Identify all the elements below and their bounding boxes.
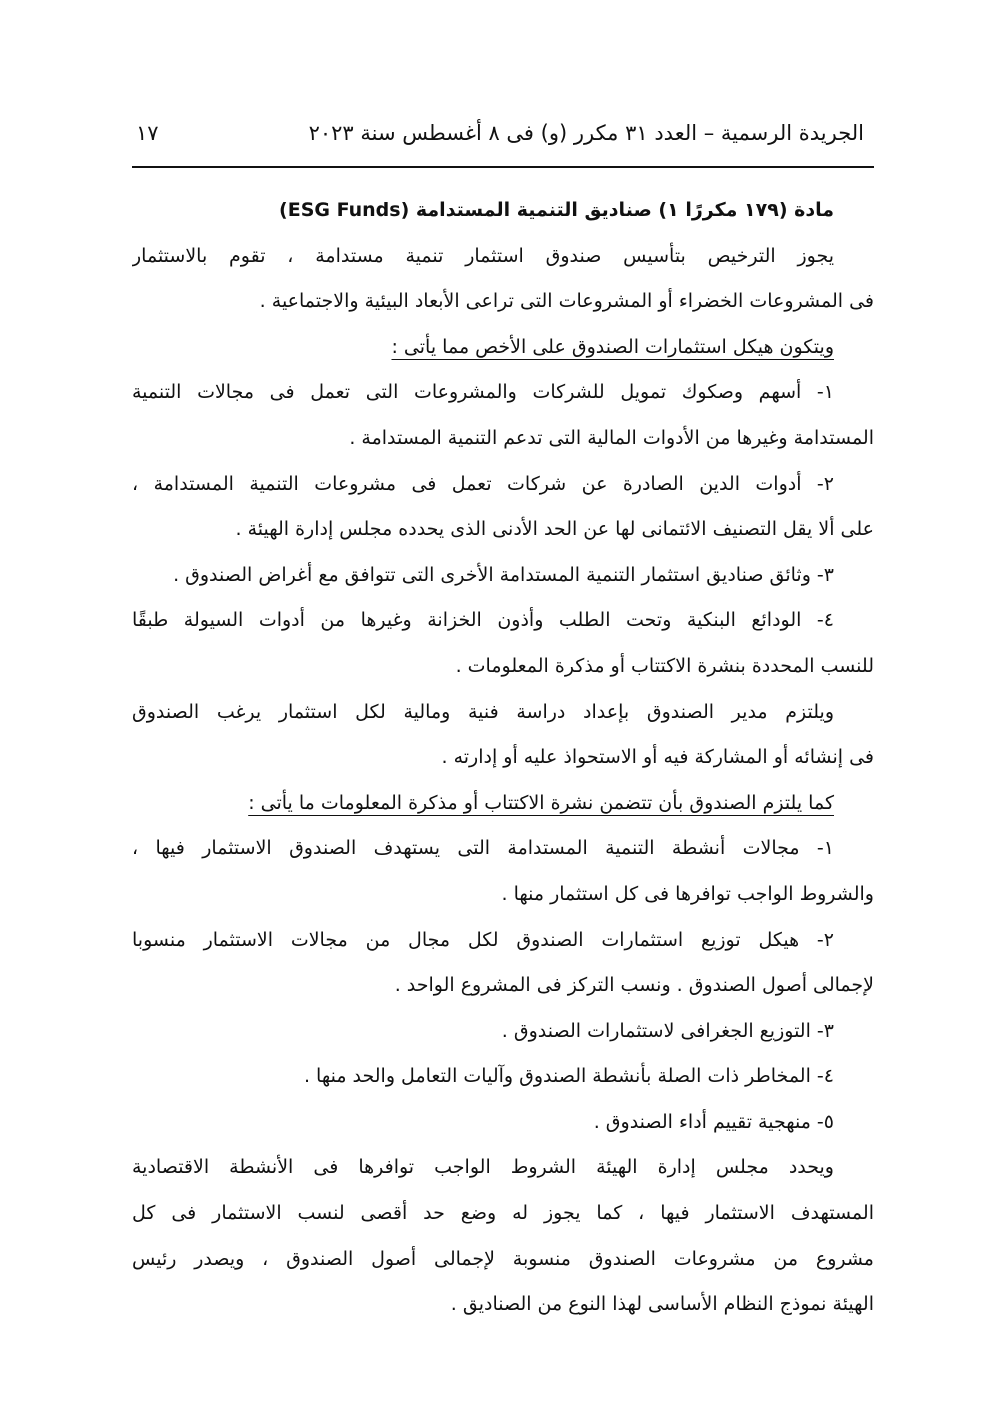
text-line-15: ١- مجالات أنشطة التنمية المستدامة التى يستهدف الصندوق الاستثمار فيها ، — [132, 837, 834, 860]
page-number: ١٧ — [136, 121, 159, 145]
gazette-title: الجريدة الرسمية – العدد ٣١ مكرر (و) فى ٨ أغسطس سنة ٢٠٢٣ — [308, 121, 864, 145]
text-line-23: المستهدف الاستثمار فيها ، كما يجوز له وضع حد أقصى لنسب الاستثمار فى كل — [132, 1202, 874, 1225]
text-line-21: ٥- منهجية تقييم أداء الصندوق . — [593, 1110, 834, 1133]
text-line-10: ٤- الودائع البنكية وتحت الطلب وأذون الخزانة وغيرها من أدوات السيولة طبقًا — [132, 609, 834, 632]
text-line-20: ٤- المخاطر ذات الصلة بأنشطة الصندوق وآليات التعامل والحد منها . — [303, 1065, 834, 1088]
text-line-16: والشروط الواجب توافرها فى كل استثمار منها . — [501, 882, 874, 905]
text-line-22: ويحدد مجلس إدارة الهيئة الشروط الواجب توافرها فى الأنشطة الاقتصادية — [132, 1156, 834, 1179]
page-header — [132, 118, 874, 152]
text-line-3: فى المشروعات الخضراء أو المشروعات التى تراعى الأبعاد البيئية والاجتماعية . — [259, 290, 874, 313]
header-divider — [132, 166, 874, 168]
underlined-text: ويتكون هيكل استثمارات الصندوق على الأخص مما يأتى : — [391, 335, 834, 358]
document-body — [132, 188, 874, 1328]
text-line-5: ١- أسهم وصكوك تمويل للشركات والمشروعات التى تعمل فى مجالات التنمية — [132, 381, 834, 404]
text-line-9: ٣- وثائق صناديق استثمار التنمية المستدامة الأخرى التى تتوافق مع أغراض الصندوق . — [173, 563, 834, 586]
text-line-19: ٣- التوزيع الجغرافى لاستثمارات الصندوق . — [501, 1019, 834, 1042]
text-line-12: ويلتزم مدير الصندوق بإعداد دراسة فنية ومالية لكل استثمار يرغب الصندوق — [132, 700, 834, 723]
text-line-24: مشروع من مشروعات الصندوق منسوبة لإجمالى أصول الصندوق ، ويصدر رئيس — [132, 1247, 874, 1270]
text-line-2: يجوز الترخيص بتأسيس صندوق استثمار تنمية مستدامة ، تقوم بالاستثمار — [132, 244, 834, 267]
text-line-7: ٢- أدوات الدين الصادرة عن شركات تعمل فى مشروعات التنمية المستدامة ، — [132, 472, 834, 495]
text-line-11: للنسب المحددة بنشرة الاكتتاب أو مذكرة المعلومات . — [455, 654, 874, 677]
underlined-text: كما يلتزم الصندوق بأن تتضمن نشرة الاكتتاب أو مذكرة المعلومات ما يأتى : — [248, 791, 834, 814]
text-line-6: المستدامة وغيرها من الأدوات المالية التى تدعم التنمية المستدامة . — [349, 426, 874, 449]
text-line-13: فى إنشائه أو المشاركة فيه أو الاستحواذ عليه أو إدارته . — [441, 746, 874, 769]
text-line-17: ٢- هيكل توزيع استثمارات الصندوق لكل مجال من مجالات الاستثمار منسوبا — [132, 928, 834, 951]
text-line-14 — [132, 781, 874, 827]
text-line-18: لإجمالى أصول الصندوق . ونسب التركز فى المشروع الواحد . — [394, 974, 874, 997]
text-line-4 — [132, 325, 874, 371]
article-heading: مادة (١٧٩ مكررًا ١) صناديق التنمية المستدامة (ESG Funds) — [279, 199, 834, 221]
text-line-8: على ألا يقل التصنيف الائتمانى لها عن الحد الأدنى الذى يحدده مجلس إدارة الهيئة . — [235, 518, 874, 541]
text-line-25: الهيئة نموذج النظام الأساسى لهذا النوع من الصناديق . — [450, 1293, 874, 1316]
